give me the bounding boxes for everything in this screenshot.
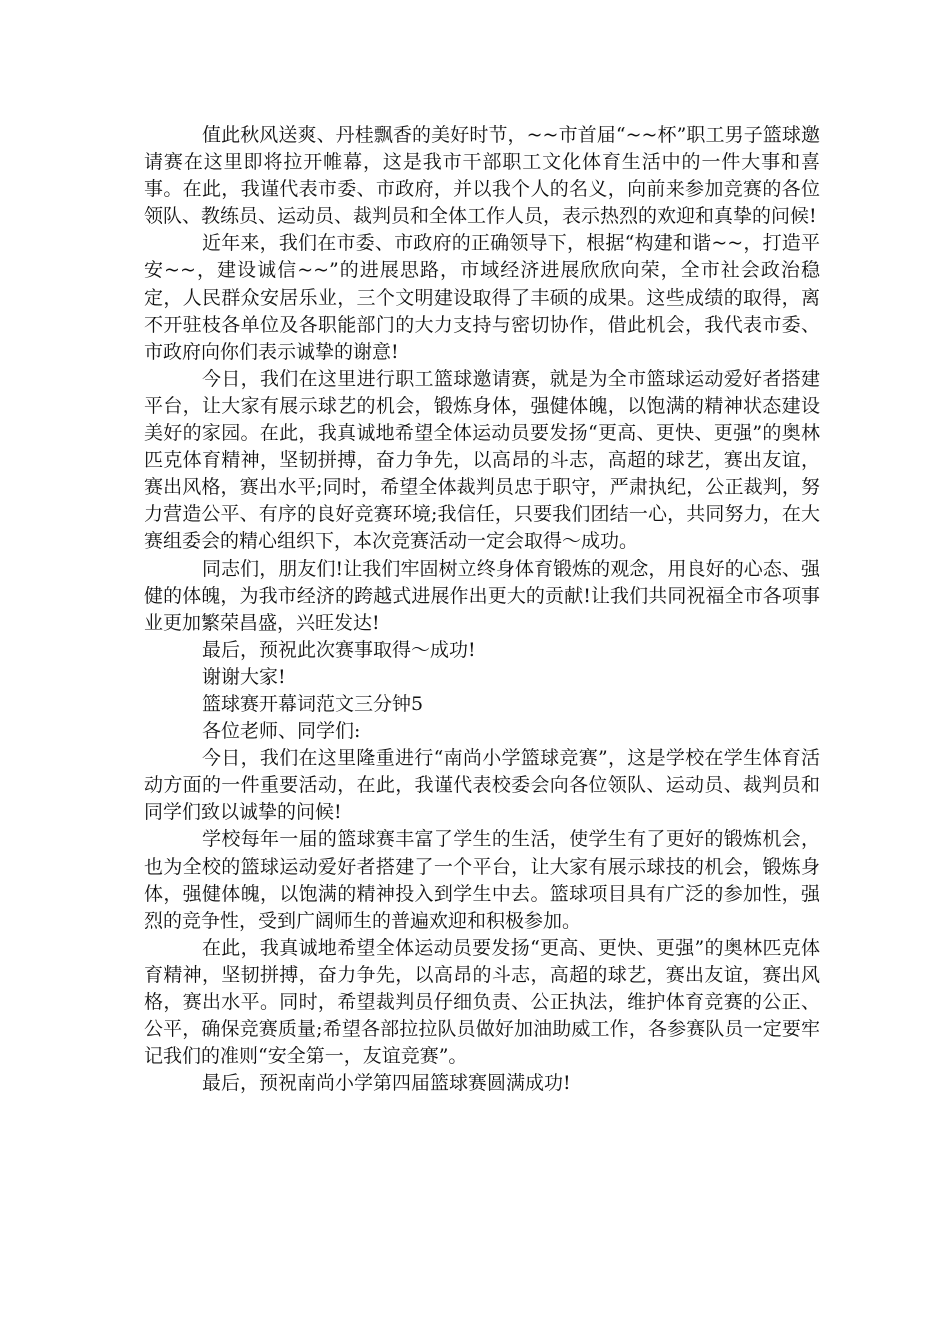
- paragraph-call-to-action: 同志们，朋友们!让我们牢固树立终身体育锻炼的观念，用良好的心态、强健的体魄，为我市经济的跨越式进展作出更大的贡献!让我们共同祝福全市各项事业更加繁荣昌盛，兴旺发达!: [144, 557, 820, 634]
- paragraph-school-hopes: 在此，我真诚地希望全体运动员要发扬“更高、更快、更强”的奥林匹克体育精神，坚韧拼搏，奋力争先，以高昂的斗志，高超的球艺，赛出友谊，赛出风格，赛出水平。同时，希望裁判员仔细负责、公正执法，维护体育竞赛的公正、公平，确保竞赛质量;希望各部拉拉队员做好加油助威工作，各参赛队员一定要牢记我们的准则“安全第一，友谊竞赛”。: [144, 936, 820, 1068]
- paragraph-school-closing: 最后，预祝南尚小学第四届篮球赛圆满成功!: [202, 1072, 571, 1095]
- paragraph-closing-wish: 最后，预祝此次赛事取得～成功!: [202, 638, 476, 661]
- salutation: 各位老师、同学们:: [202, 720, 361, 743]
- paragraph-school-benefits: 学校每年一届的篮球赛丰富了学生的生活，使学生有了更好的锻炼机会，也为全校的篮球运动爱好者搭建了一个平台，让大家有展示球技的机会，锻炼身体，强健体魄，以饱满的精神投入到学生中去。篮球项目具有广泛的参加性，强烈的竞争性，受到广阔师生的普遍欢迎和积极参加。: [144, 828, 820, 932]
- section-heading: 篮球赛开幕词范文三分钟5: [202, 692, 424, 715]
- paragraph-thanks: 谢谢大家!: [202, 665, 286, 688]
- paragraph-achievements: 近年来，我们在市委、市政府的正确领导下，根据“构建和谐~~，打造平安~~，建设诚信~~”的进展思路，市域经济进展欣欣向荣，全市社会政治稳定，人民群众安居乐业，三个文明建设取得了丰硕的成果。这些成绩的取得，离不开驻枝各单位及各职能部门的大力支持与密切协作，借此机会，我代表市委、市政府向你们表示诚挚的谢意!: [144, 232, 820, 363]
- paragraph-purpose: 今日，我们在这里进行职工篮球邀请赛，就是为全市篮球运动爱好者搭建平台，让大家有展示球艺的机会，锻炼身体，强健体魄，以饱满的精神状态建设美好的家园。在此，我真诚地希望全体运动员要发扬“更高、更快、更强”的奥林匹克体育精神，坚韧拼搏，奋力争先，以高昂的斗志，高超的球艺，赛出友谊，赛出风格，赛出水平;同时，希望全体裁判员忠于职守，严肃执纪，公正裁判，努力营造公平、有序的良好竞赛环境;我信任，只要我们团结一心，共同努力，在大赛组委会的精心组织下，本次竞赛活动一定会取得～成功。: [144, 367, 820, 553]
- document-body: [144, 122, 820, 1097]
- paragraph-school-intro: 今日，我们在这里隆重进行“南尚小学篮球竞赛”，这是学校在学生体育活动方面的一件重要活动，在此，我谨代表校委会向各位领队、运动员、裁判员和同学们致以诚挚的问候!: [144, 747, 820, 824]
- paragraph-welcome: 值此秋风送爽、丹桂飘香的美好时节，~~市首届“~~杯”职工男子篮球邀请赛在这里即将拉开帷幕，这是我市干部职工文化体育生活中的一件大事和喜事。在此，我谨代表市委、市政府，并以我个人的名义，向前来参加竞赛的各位领队、教练员、运动员、裁判员和全体工作人员，表示热烈的欢迎和真挚的问候!: [144, 124, 820, 228]
